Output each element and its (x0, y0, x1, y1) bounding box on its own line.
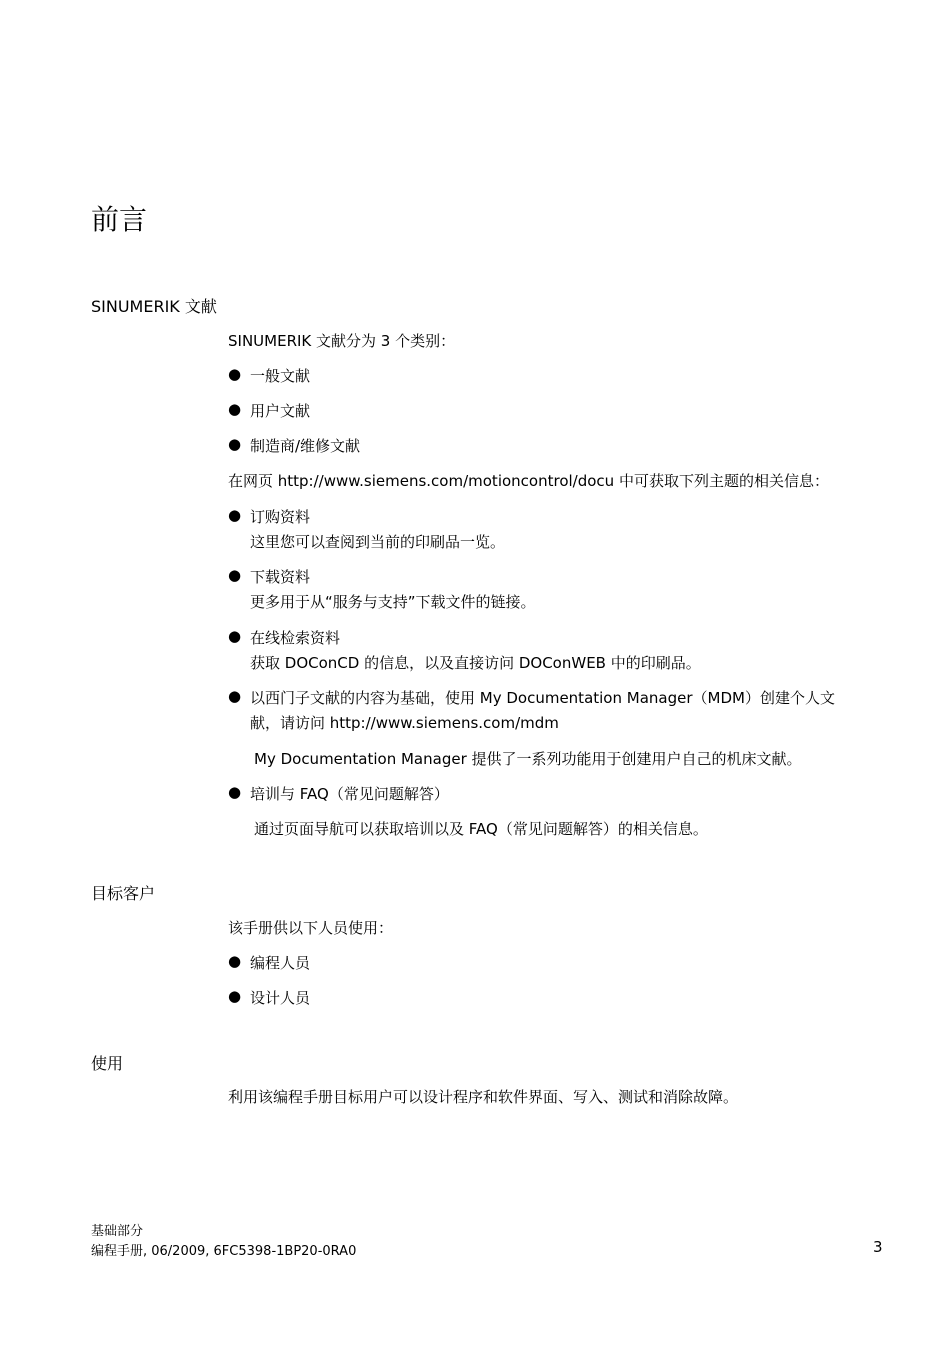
bullet-icon: ● (228, 566, 242, 584)
topic-label: 培训与 FAQ（常见问题解答） (250, 785, 449, 803)
category-item: 一般文献 (250, 367, 311, 385)
category-item: 制造商/维修文献 (250, 437, 361, 455)
section-heading-usage: 使用 (91, 1054, 124, 1073)
topic-desc: 更多用于从“服务与支持”下载文件的链接。 (250, 593, 536, 611)
bullet-icon: ● (228, 987, 242, 1005)
topic-label: 下载资料 (250, 568, 311, 586)
topic-desc: 获取 DOConCD 的信息，以及直接访问 DOConWEB 中的印刷品。 (250, 654, 701, 672)
bullet-icon: ● (228, 435, 242, 453)
topic-label: 以西门子文献的内容为基础，使用 My Documentation Manager（MDM）创建个人文 (250, 689, 835, 707)
footer-line2: 编程手册, 06/2009, 6FC5398-1BP20-0RA0 (91, 1244, 357, 1259)
audience-item: 编程人员 (250, 954, 311, 972)
category-item: 用户文献 (250, 402, 311, 420)
bullet-icon: ● (228, 400, 242, 418)
topic-label-cont: 献，请访问 http://www.siemens.com/mdm (250, 714, 559, 732)
literature-intro: SINUMERIK 文献分为 3 个类别： (228, 332, 456, 350)
section-heading-audience: 目标客户 (91, 884, 156, 903)
web-intro: 在网页 http://www.siemens.com/motioncontrol/docu 中可获取下列主题的相关信息： (228, 472, 829, 490)
bullet-icon: ● (228, 365, 242, 383)
bullet-icon: ● (228, 627, 242, 645)
footer-line1: 基础部分 (91, 1224, 144, 1239)
bullet-icon: ● (228, 506, 242, 524)
topic-desc: 这里您可以查阅到当前的印刷品一览。 (250, 533, 506, 551)
audience-intro: 该手册供以下人员使用： (228, 919, 394, 937)
topic-label: 订购资料 (250, 508, 311, 526)
section-heading-literature: SINUMERIK 文献 (91, 297, 217, 316)
audience-item: 设计人员 (250, 989, 311, 1007)
page-number: 3 (873, 1238, 883, 1256)
usage-text: 利用该编程手册目标用户可以设计程序和软件界面、写入、测试和消除故障。 (228, 1088, 739, 1106)
bullet-icon: ● (228, 687, 242, 705)
page-title: 前言 (91, 203, 148, 236)
topic-desc: 通过页面导航可以获取培训以及 FAQ（常见问题解答）的相关信息。 (254, 820, 708, 838)
topic-label: 在线检索资料 (250, 629, 341, 647)
bullet-icon: ● (228, 952, 242, 970)
bullet-icon: ● (228, 783, 242, 801)
topic-desc: My Documentation Manager 提供了一系列功能用于创建用户自己的机床文献。 (254, 750, 802, 768)
